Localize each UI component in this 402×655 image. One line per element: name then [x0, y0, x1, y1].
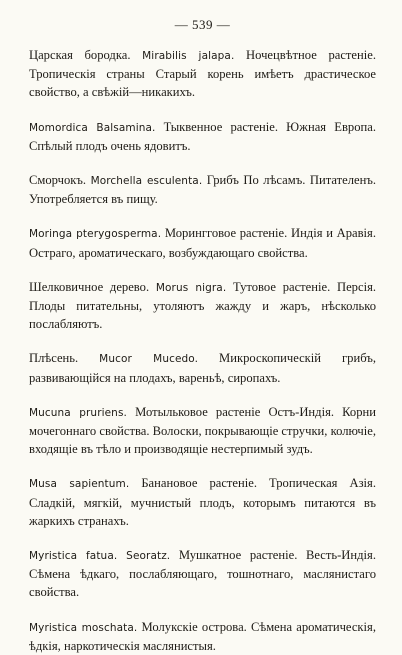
entry-text: Ночецвѣтное растеніе. Тропическія страны Старый корень имѣетъ драстическое свойство, а свѣжій—никакихъ. — [29, 48, 376, 100]
entry-morchella — [29, 171, 376, 208]
entry-text: Тутовое растеніе. Персія. Плоды питательны, утоляютъ жажду и жаръ, нѣсколько послабляютъ. — [29, 279, 377, 332]
entry-moringa — [29, 224, 376, 261]
entry-text: Тыквенное растеніе. Южная Европа. Спѣлый плодъ очень ядовитъ. — [29, 119, 376, 153]
entry-lead: Шелковичное дерево. — [29, 279, 150, 294]
entry-latin-name: Myristica moschata. — [29, 621, 138, 634]
entry-text: Морингговое растеніе. Индія и Аравія. Остраго, ароматическаго, возбуждающаго свойства. — [29, 226, 376, 260]
entry-momordica — [29, 118, 376, 155]
entry-latin-name: Mucor Mucedo. — [99, 353, 199, 366]
entry-latin-name: Morchella esculenta. — [90, 175, 203, 188]
entry-latin-name: Musa sapientum. — [29, 478, 130, 491]
entry-latin-name: Moringa pterygosperma. — [29, 228, 162, 241]
entry-musa — [29, 474, 376, 530]
entry-lead: Царская бородка. — [29, 48, 131, 62]
entry-text: Банановое растеніе. Тропическая Азія. Сладкій, мягкій, мучнистый плодъ, которымъ питаются въ жаркихъ странахъ. — [29, 476, 376, 528]
entry-text: Мушкатное растеніе. Весть-Индія. Сѣмена ѣдкаго, послабляющаго, тошнотнаго, маслянистаго свойства. — [29, 548, 376, 600]
entry-text: Грибъ По лѣсамъ. Питателенъ. Употребляется въ пищу. — [29, 173, 376, 207]
entry-text: Молукскіе острова. Сѣмена ароматическія, ѣдкія, наркотическія маслянистыя. — [29, 619, 376, 653]
entry-text: Микроскопическій грибъ, развивающійся на плодахъ, вареньѣ, сиропахъ. — [29, 351, 376, 385]
entry-list — [29, 46, 376, 655]
entry-lead: Сморчокъ. — [29, 173, 87, 188]
entry-mucor — [29, 349, 376, 386]
entry-lead: Плѣсень. — [29, 351, 79, 366]
entry-myristica-fatua — [29, 546, 376, 602]
entry-latin-name: Mucuna pruriens. — [29, 406, 127, 419]
entry-mirabilis — [29, 46, 376, 102]
entry-latin-name: Morus nigra. — [155, 281, 227, 294]
entry-text: Мотыльковое растеніе Остъ-Индія. Корни мочегоннаго свойства. Волоски, покрывающіе стручки, колючіе, входящіе въ тѣло и производящіе нестерпимый зудъ. — [29, 404, 376, 457]
entry-latin-name: Momordica Balsamina. — [29, 121, 156, 134]
entry-latin-name: Myristica fatua. Seoratz. — [29, 550, 171, 563]
entry-myristica-moschata — [29, 618, 376, 655]
entry-mucuna — [29, 403, 376, 459]
entry-morus — [29, 278, 376, 334]
page-number: — 539 — — [174, 17, 231, 32]
entry-latin-name: Mirabilis jalapa. — [142, 50, 235, 62]
